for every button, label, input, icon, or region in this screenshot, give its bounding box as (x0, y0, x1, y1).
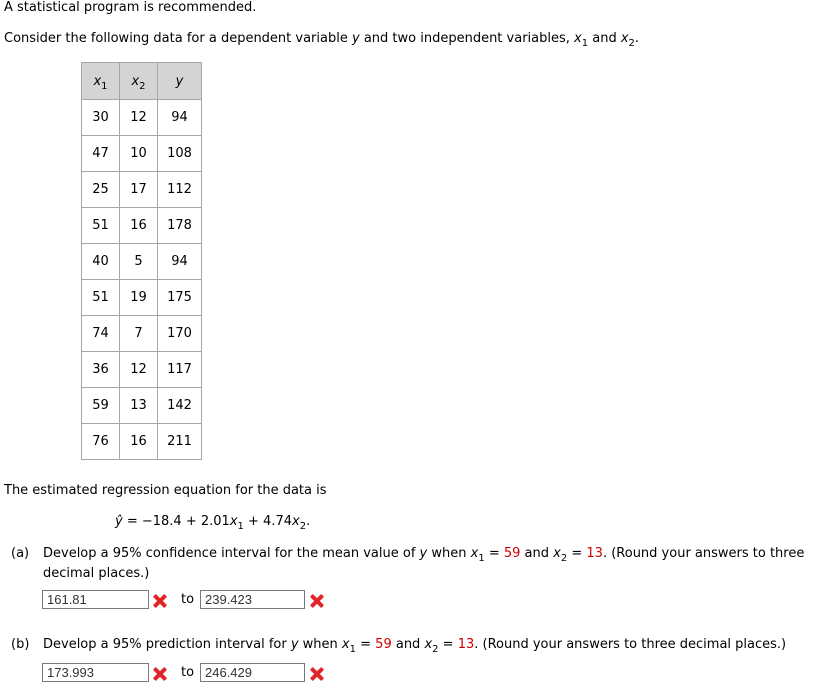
regression-intro: The estimated regression equation for the data is (4, 483, 327, 498)
table-cell: 51 (82, 280, 120, 316)
table-cell: 7 (120, 316, 158, 352)
table-row (82, 172, 202, 208)
eq-sub-2: 2 (299, 521, 307, 532)
table-header-row (82, 63, 202, 100)
var-x1: x (574, 31, 582, 46)
part-b-text1: Develop a 95% prediction interval for (43, 637, 291, 652)
equation-end: . (306, 514, 311, 529)
table-row (82, 100, 202, 136)
table-cell: 117 (158, 352, 202, 388)
part-b-x2: x (424, 637, 433, 652)
incorrect-icon (153, 667, 167, 681)
incorrect-icon (310, 594, 324, 608)
table-cell: 94 (158, 100, 202, 136)
table-cell: 76 (82, 424, 120, 460)
part-b-x1-value: 59 (375, 637, 392, 652)
part-a-text2: when (427, 546, 471, 561)
part-b-upper-input[interactable]: 246.429 (200, 663, 305, 682)
table-cell: 94 (158, 244, 202, 280)
table-cell: 74 (82, 316, 120, 352)
part-b-eq1: = (356, 637, 376, 652)
incorrect-icon (153, 594, 167, 608)
question-and: and (588, 31, 621, 46)
part-b-text2: when (298, 637, 342, 652)
table-cell: 211 (158, 424, 202, 460)
eq-x1: x (229, 514, 238, 529)
table-cell: 178 (158, 208, 202, 244)
part-a-label: (a) (11, 546, 30, 561)
part-b-and: and (391, 637, 425, 652)
part-a-text3: . (Round your answers to three (602, 546, 805, 561)
part-a-eq2: = (567, 546, 587, 561)
table-cell: 59 (82, 388, 120, 424)
part-b-text3: . (Round your answers to three decimal places.) (474, 637, 787, 652)
part-a-y: y (419, 546, 428, 561)
eq-sub-1: 1 (237, 521, 244, 532)
question-text (4, 31, 640, 49)
part-b-eq2: = (438, 637, 458, 652)
part-a-x1: x (470, 546, 479, 561)
part-a-x2-value: 13 (586, 546, 603, 561)
table-cell: 47 (82, 136, 120, 172)
table-row (82, 280, 202, 316)
regression-equation (115, 514, 311, 532)
table-cell: 25 (82, 172, 120, 208)
part-a-text (43, 546, 805, 564)
table-cell: 40 (82, 244, 120, 280)
part-b-to: to (181, 665, 195, 680)
part-a-upper-input[interactable]: 239.423 (200, 590, 305, 609)
table-cell: 175 (158, 280, 202, 316)
table-cell: 108 (158, 136, 202, 172)
table-cell: 112 (158, 172, 202, 208)
part-a-text1: Develop a 95% confidence interval for the mean value of (43, 546, 420, 561)
header-y: y (158, 63, 202, 100)
table-cell: 16 (120, 424, 158, 460)
part-b-label: (b) (11, 637, 30, 652)
part-a-sub2: 2 (560, 553, 568, 564)
part-b-x2-value: 13 (457, 637, 475, 652)
part-b-x1: x (341, 637, 350, 652)
part-a-text-line2: decimal places.) (43, 566, 150, 581)
part-b-y: y (290, 637, 299, 652)
part-a-and: and (520, 546, 554, 561)
table-cell: 30 (82, 100, 120, 136)
table-cell: 12 (120, 352, 158, 388)
part-a-x1-value: 59 (503, 546, 521, 561)
equation-part2: + 4.74 (243, 514, 292, 529)
header-x2: $x_2$ (120, 63, 158, 100)
incorrect-icon (310, 667, 324, 681)
part-b-text (43, 637, 787, 655)
sub-1: 1 (581, 38, 589, 49)
table-cell: 10 (120, 136, 158, 172)
table-row (82, 352, 202, 388)
question-end: . (634, 31, 640, 46)
table-cell: 51 (82, 208, 120, 244)
question-middle: and two independent variables, (359, 31, 575, 46)
part-a-x2: x (553, 546, 561, 561)
table-row (82, 244, 202, 280)
intro-text: A statistical program is recommended. (4, 0, 257, 15)
table-row (82, 424, 202, 460)
table-cell: 36 (82, 352, 120, 388)
data-table (81, 62, 202, 460)
var-y: y (351, 31, 360, 46)
table-cell: 142 (158, 388, 202, 424)
part-b-sub2: 2 (432, 644, 439, 655)
y-hat: ŷ (115, 514, 123, 529)
var-x2: x (620, 31, 629, 46)
table-cell: 19 (120, 280, 158, 316)
part-a-sub1: 1 (478, 553, 485, 564)
question-prefix: Consider the following data for a dependent variable (4, 31, 352, 46)
table-cell: 13 (120, 388, 158, 424)
table-cell: 17 (120, 172, 158, 208)
header-x1: $x_1$ (82, 63, 120, 100)
equation-part1: = −18.4 + 2.01 (122, 514, 230, 529)
table-row (82, 316, 202, 352)
eq-x2: x (292, 514, 300, 529)
part-a-lower-input[interactable]: 161.81 (42, 590, 149, 609)
sub-2: 2 (628, 38, 635, 49)
part-a-eq1: = (484, 546, 504, 561)
table-cell: 12 (120, 100, 158, 136)
part-b-sub1: 1 (349, 644, 356, 655)
table-cell: 170 (158, 316, 202, 352)
table-row (82, 208, 202, 244)
table-cell: 5 (120, 244, 158, 280)
part-a-to: to (181, 592, 195, 607)
table-row (82, 388, 202, 424)
part-b-lower-input[interactable]: 173.993 (42, 663, 149, 682)
table-cell: 16 (120, 208, 158, 244)
table-row (82, 136, 202, 172)
